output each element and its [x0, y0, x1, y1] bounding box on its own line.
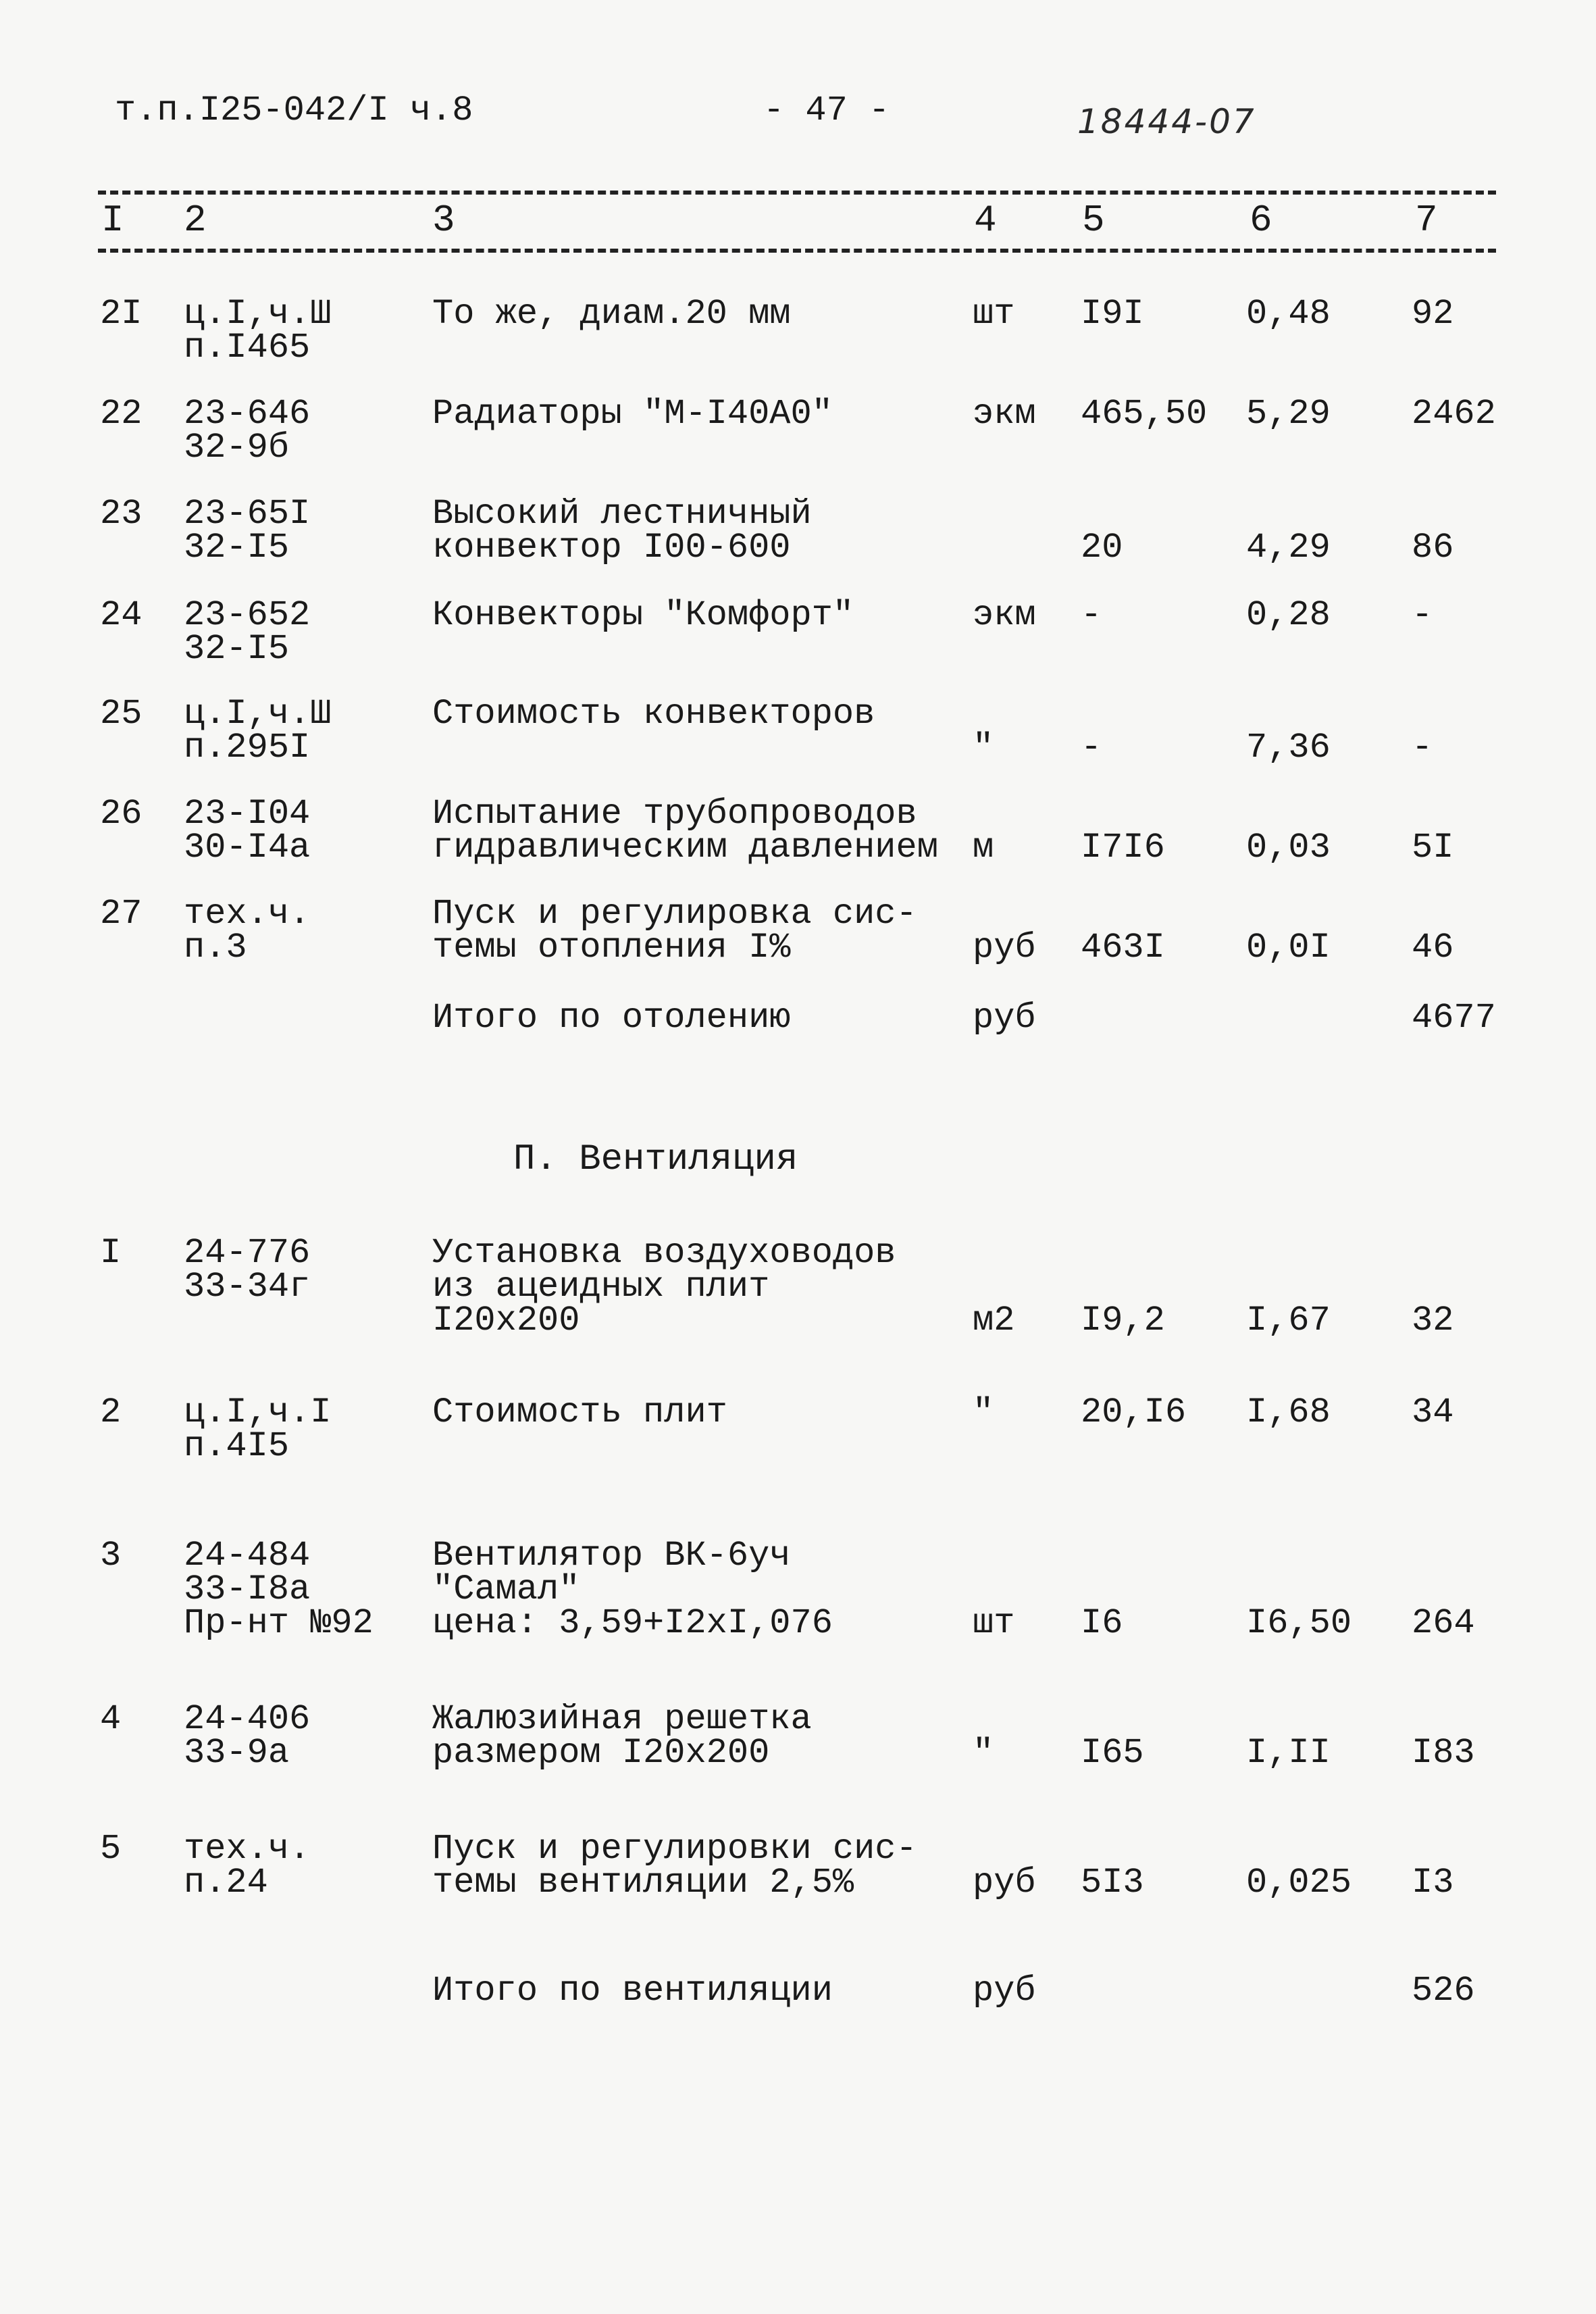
row-number-line: 2	[100, 1392, 122, 1432]
price-code-line: п.4I5	[184, 1426, 290, 1466]
price-code	[184, 1699, 311, 1773]
quantity	[1081, 1603, 1123, 1643]
item-description-line: Стоимость плит	[432, 1392, 727, 1432]
price-code-line: п.3	[184, 928, 247, 967]
price-code-line: 32-I5	[184, 629, 290, 669]
total-sum	[1412, 1603, 1475, 1643]
total-sum-line: 92	[1412, 294, 1454, 334]
column-number-2: 2	[184, 199, 207, 242]
item-description	[432, 1829, 917, 1903]
item-description-line: размером I20х200	[432, 1733, 770, 1773]
page-number: - 47 -	[763, 91, 890, 130]
quantity-line: I6	[1081, 1603, 1123, 1643]
total-sum-line: 46	[1412, 928, 1454, 967]
total-sum-line: 2462	[1412, 394, 1496, 434]
quantity	[1081, 1392, 1187, 1432]
price-code-line: ц.I,ч.Ш	[184, 294, 332, 334]
quantity-line: 20,I6	[1081, 1392, 1187, 1432]
unit-price-line: 0,48	[1246, 294, 1331, 334]
row-number-line: 24	[100, 595, 143, 635]
row-number	[100, 1392, 122, 1432]
total-sum-line: I3	[1412, 1863, 1454, 1903]
total-sum	[1412, 1392, 1454, 1432]
row-number-line: 25	[100, 694, 143, 734]
unit	[973, 1301, 1015, 1340]
unit-price-line: 5,29	[1246, 394, 1331, 434]
unit-price-line: 0,025	[1246, 1863, 1352, 1903]
unit-price-line: I,II	[1246, 1733, 1331, 1773]
price-code-line: Пр-нт №92	[184, 1603, 374, 1643]
row-number-line: 4	[100, 1699, 122, 1739]
unit-price-line: I6,50	[1246, 1603, 1352, 1643]
column-number-6: 6	[1250, 199, 1272, 242]
row-number-line: 3	[100, 1536, 122, 1576]
item-description-line: Установка воздуховодов	[432, 1233, 896, 1273]
item-description-line: Пуск и регулировки сис-	[432, 1829, 917, 1869]
quantity-line: I9I	[1081, 294, 1144, 334]
row-number-line: 23	[100, 494, 143, 534]
total-sum-line: 4677	[1412, 998, 1496, 1038]
unit-line: м2	[973, 1301, 1015, 1340]
total-sum-line: -	[1412, 595, 1433, 635]
unit-line: руб	[973, 928, 1036, 967]
total-sum	[1412, 1863, 1454, 1903]
quantity-line: 463I	[1081, 928, 1165, 967]
row-number-line: 5	[100, 1829, 122, 1869]
price-code-line: п.I465	[184, 328, 311, 368]
unit-price	[1246, 1392, 1331, 1432]
row-number-line: 2I	[100, 294, 143, 334]
item-description-line: Конвекторы "Комфорт"	[432, 595, 854, 635]
unit	[973, 1392, 994, 1432]
quantity-line: 20	[1081, 528, 1123, 568]
price-code-line: 24-406	[184, 1699, 311, 1739]
unit-line: экм	[973, 595, 1036, 635]
unit-price	[1246, 1603, 1352, 1643]
price-code-line: ц.I,ч.Ш	[184, 694, 332, 734]
item-description	[432, 1971, 833, 2011]
item-description-line: Высокий лестничный	[432, 494, 812, 534]
price-code-line: тех.ч.	[184, 1829, 311, 1869]
column-number-4: 4	[974, 199, 997, 242]
price-code	[184, 1536, 374, 1643]
item-description-line: Испытание трубопроводов	[432, 794, 917, 834]
unit-line: руб	[973, 1971, 1036, 2011]
item-description	[432, 1233, 896, 1340]
quantity-line: -	[1081, 728, 1102, 768]
unit-price-line: 7,36	[1246, 728, 1331, 768]
price-code-line: 32-9б	[184, 428, 290, 468]
quantity-line: I9,2	[1081, 1301, 1165, 1340]
price-code-line: 33-34г	[184, 1267, 311, 1307]
quantity	[1081, 1301, 1165, 1340]
item-description-line: Жалюзийная решетка	[432, 1699, 812, 1739]
column-number-3: 3	[432, 199, 455, 242]
unit-line: экм	[973, 394, 1036, 434]
item-description-line: конвектор I00-600	[432, 528, 791, 568]
quantity	[1081, 1733, 1144, 1773]
unit-price	[1246, 1733, 1331, 1773]
price-code-line: 23-652	[184, 595, 311, 635]
total-sum-line: 264	[1412, 1603, 1475, 1643]
unit	[973, 1733, 994, 1773]
unit	[973, 1603, 1015, 1643]
unit-line: шт	[973, 294, 1015, 334]
unit	[973, 1971, 1036, 2011]
unit-line: руб	[973, 1863, 1036, 1903]
price-code	[184, 1829, 311, 1903]
price-code-line: 24-776	[184, 1233, 311, 1273]
price-code-line: 23-I04	[184, 794, 311, 834]
quantity-line: 5I3	[1081, 1863, 1144, 1903]
quantity-line: I65	[1081, 1733, 1144, 1773]
unit-price-line: I,67	[1246, 1301, 1331, 1340]
price-code-line: ц.I,ч.I	[184, 1392, 332, 1432]
item-description-line: "Самал"	[432, 1569, 580, 1609]
column-number-1: I	[101, 199, 124, 242]
total-sum-line: 34	[1412, 1392, 1454, 1432]
total-sum-line: 5I	[1412, 828, 1454, 867]
item-description-line: гидравлическим давлением	[432, 828, 938, 867]
unit-price	[1246, 1863, 1352, 1903]
total-sum	[1412, 1301, 1454, 1340]
price-code-line: 33-I8а	[184, 1569, 311, 1609]
price-code-line: 23-65I	[184, 494, 311, 534]
row-number	[100, 1829, 122, 1869]
quantity-line: I7I6	[1081, 828, 1165, 867]
price-code	[184, 1392, 332, 1466]
unit-price-line: 0,0I	[1246, 928, 1331, 967]
price-code-line: 23-646	[184, 394, 311, 434]
ventilation-section-title: П. Вентиляция	[513, 1139, 798, 1180]
item-description	[432, 1699, 812, 1773]
row-number	[100, 1699, 122, 1739]
item-description-line: Итого по отолению	[432, 998, 791, 1038]
total-sum	[1412, 1733, 1475, 1773]
item-description	[432, 1392, 727, 1432]
item-description-line: цена: 3,59+I2хI,076	[432, 1603, 833, 1643]
total-sum-line: I83	[1412, 1733, 1475, 1773]
unit-line: "	[973, 1392, 994, 1432]
total-sum-line: 32	[1412, 1301, 1454, 1340]
unit-line: "	[973, 1733, 994, 1773]
price-code-line: 24-484	[184, 1536, 311, 1576]
column-number-5: 5	[1082, 199, 1105, 242]
row-number-line: I	[100, 1233, 122, 1273]
unit-price-line: 0,03	[1246, 828, 1331, 867]
item-description-line: темы вентиляции 2,5%	[432, 1863, 854, 1903]
item-description-line: Радиаторы "М-I40А0"	[432, 394, 833, 434]
item-description-line: I20х200	[432, 1301, 580, 1340]
price-code-line: тех.ч.	[184, 894, 311, 934]
unit-line: шт	[973, 1603, 1015, 1643]
total-sum-line: 86	[1412, 528, 1454, 568]
total-sum-line: 526	[1412, 1971, 1475, 2011]
quantity-line: -	[1081, 595, 1102, 635]
unit-price-line: 0,28	[1246, 595, 1331, 635]
price-code-line: 30-I4а	[184, 828, 311, 867]
price-code	[184, 1233, 311, 1307]
price-code-line: 33-9а	[184, 1733, 290, 1773]
handwritten-number: 18444-07	[1077, 102, 1256, 141]
unit-line: "	[973, 728, 994, 768]
item-description	[432, 1536, 833, 1643]
price-code-line: 32-I5	[184, 528, 290, 568]
column-number-7: 7	[1415, 199, 1438, 242]
row-number	[100, 1536, 122, 1576]
item-description-line: Стоимость конвекторов	[432, 694, 875, 734]
unit-line: м	[973, 828, 994, 867]
row-number-line: 26	[100, 794, 143, 834]
item-description-line: темы отопления I%	[432, 928, 791, 967]
total-sum-line: -	[1412, 728, 1433, 768]
item-description-line: Вентилятор ВК-6уч	[432, 1536, 791, 1576]
item-description-line: То же, диам.20 мм	[432, 294, 791, 334]
unit-price	[1246, 1301, 1331, 1340]
unit-price-line: 4,29	[1246, 528, 1331, 568]
item-description-line: из ацеидных плит	[432, 1267, 770, 1307]
price-code-line: п.24	[184, 1863, 268, 1903]
document-code: т.п.I25-042/I ч.8	[115, 91, 473, 130]
unit	[973, 1863, 1036, 1903]
item-description-line: Итого по вентиляции	[432, 1971, 833, 2011]
price-code-line: п.295I	[184, 728, 311, 768]
unit-line: руб	[973, 998, 1036, 1038]
row-number-line: 22	[100, 394, 143, 434]
total-sum	[1412, 1971, 1475, 2011]
quantity	[1081, 1863, 1144, 1903]
unit-price-line: I,68	[1246, 1392, 1331, 1432]
quantity-line: 465,50	[1081, 394, 1208, 434]
row-number	[100, 1233, 122, 1273]
row-number-line: 27	[100, 894, 143, 934]
item-description-line: Пуск и регулировка сис-	[432, 894, 917, 934]
